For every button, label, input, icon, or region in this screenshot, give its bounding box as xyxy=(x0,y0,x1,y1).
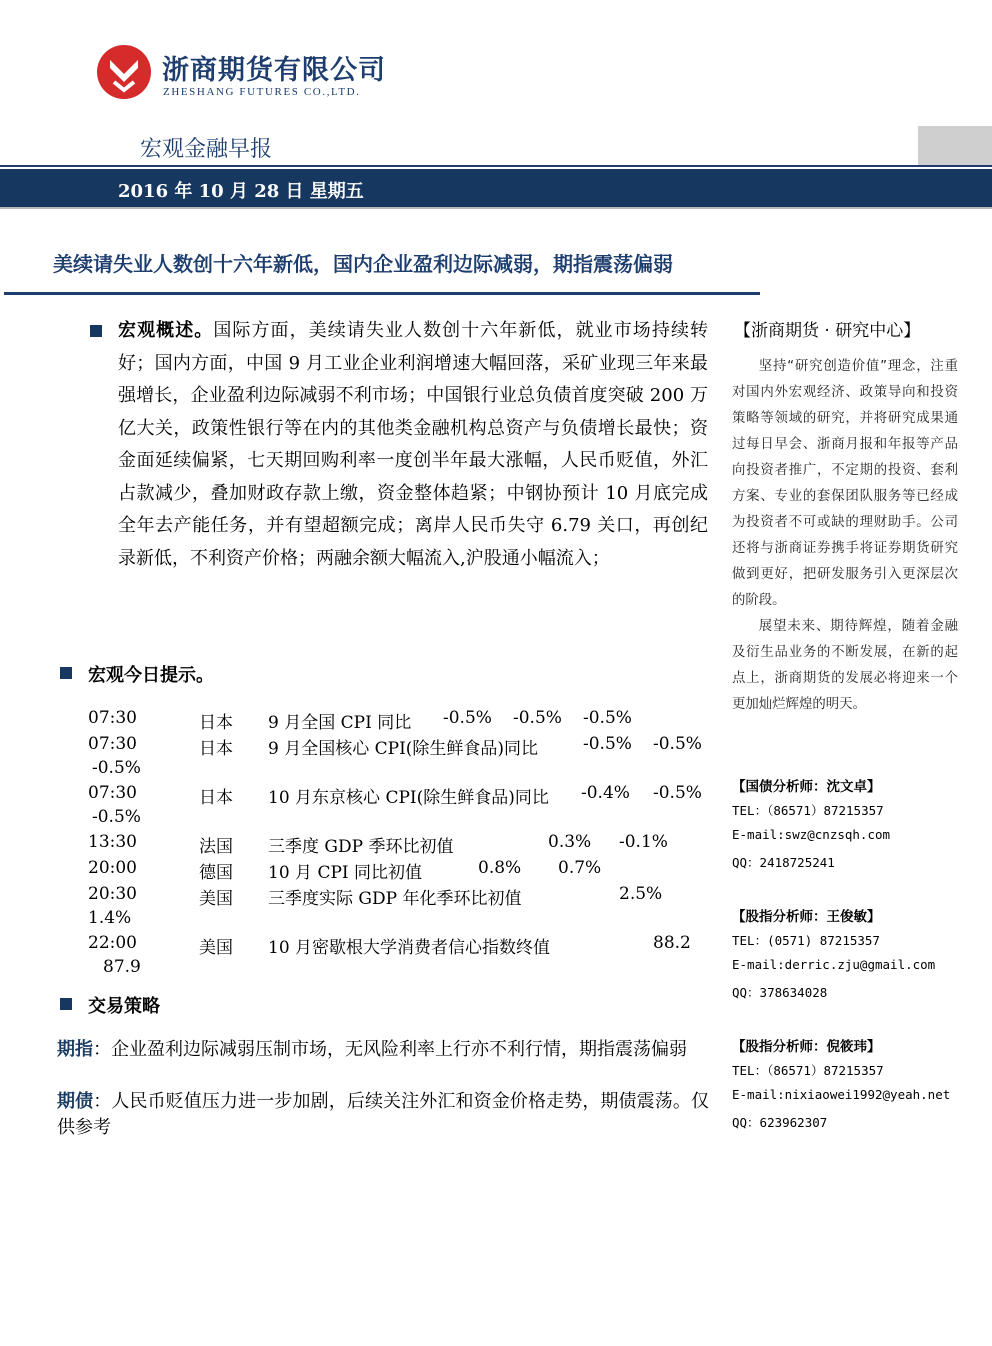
sidebar-outlook: 展望未来、期待辉煌，随着金融及衍生品业务的不断发展，在新的起点上，浙商期货的发展必将迎来一个更加灿烂辉煌的明天。 xyxy=(732,619,958,712)
event-forecast: 87.9 xyxy=(103,957,141,977)
strategy-index-futures xyxy=(57,1037,709,1063)
company-name-cn: 浙商期货有限公司 xyxy=(162,55,386,86)
event-time: 13:30 xyxy=(88,832,137,852)
event-country: 日本 xyxy=(199,788,233,808)
event-name: 10 月 CPI 同比初值 xyxy=(268,863,423,883)
event-time: 07:30 xyxy=(88,734,137,754)
analyst-email[interactable]: E-mail:nixiaowei1992@yeah.net xyxy=(732,1087,951,1102)
event-time: 20:30 xyxy=(88,884,137,904)
report-name: 宏观金融早报 xyxy=(140,137,273,162)
analyst-qq: QQ：623962307 xyxy=(732,1115,828,1130)
event-time: 07:30 xyxy=(88,783,137,803)
overview-paragraph xyxy=(118,315,708,575)
event-prior: -0.4% xyxy=(581,783,630,803)
event-country: 日本 xyxy=(199,739,233,759)
event-forecast: -0.1% xyxy=(619,832,668,852)
bullet-icon xyxy=(60,998,72,1010)
event-country: 德国 xyxy=(199,863,233,883)
event-time: 07:30 xyxy=(88,708,137,728)
bullet-icon xyxy=(90,325,102,337)
event-prior: 2.5% xyxy=(619,884,663,904)
analyst-name: 【国债分析师：沈文卓】 xyxy=(732,779,881,795)
company-logo-icon xyxy=(96,44,152,100)
event-country: 美国 xyxy=(199,938,233,958)
event-name: 9 月全国 CPI 同比 xyxy=(268,713,412,733)
event-prior: -0.5% xyxy=(583,734,632,754)
headline: 美续请失业人数创十六年新低，国内企业盈利边际减弱，期指震荡偏弱 xyxy=(53,252,673,276)
event-prior: 88.2 xyxy=(653,933,691,953)
overview-text: 国际方面，美续请失业人数创十六年新低，就业市场持续转好；国内方面，中国 9 月工业企业利润增速大幅回落，采矿业现三年来最强增长，企业盈利边际减弱不利市场；中国银行业总负债首度突破 200 万亿大关，政策性银行等在内的其他类金融机构总资产与负债增长最快；资金面延续偏紧，七天期回购利率一度创半年最大涨幅，人民币贬值，外汇占款减少，叠加财政存款上缴，资金整体趋紧；中钢协预计 10 月底完成全年去产能任务，并有望超额完成；离岸人民币失守 6.79 关口，再创纪录新低，不利资产价格；两融余额大幅流入,沪股通小幅流入； xyxy=(118,320,709,569)
event-forecast: 0.7% xyxy=(558,858,602,878)
today-section-title: 宏观今日提示。 xyxy=(88,665,214,686)
event-name: 三季度实际 GDP 年化季环比初值 xyxy=(268,889,522,909)
event-time: 20:00 xyxy=(88,858,137,878)
event-country: 美国 xyxy=(199,889,233,909)
header-accent-block xyxy=(918,126,992,166)
analyst-qq: QQ：378634028 xyxy=(732,985,828,1000)
analyst-tel: TEL：（86571）87215357 xyxy=(732,1063,884,1078)
strategy-text: ：企业盈利边际减弱压制市场，无风险利率上行亦不利行情，期指震荡偏弱 xyxy=(93,1039,687,1060)
overview-label: 宏观概述。 xyxy=(118,320,214,341)
analyst-tel: TEL：(0571) 87215357 xyxy=(732,933,880,948)
event-name: 10 月密歇根大学消费者信心指数终值 xyxy=(268,938,551,958)
event-actual: -0.5% xyxy=(583,708,632,728)
report-date: 2016 年 10 月 28 日 星期五 xyxy=(118,181,364,202)
event-forecast: -0.5% xyxy=(513,708,562,728)
analyst-email[interactable]: E-mail:derric.zju@gmail.com xyxy=(732,957,936,972)
strategy-label: 期债 xyxy=(57,1091,94,1112)
strategy-label: 期指 xyxy=(57,1039,93,1060)
event-country: 日本 xyxy=(199,713,233,733)
header-divider xyxy=(0,165,992,167)
sidebar-title: 【浙商期货 · 研究中心】 xyxy=(734,321,921,341)
event-name: 三季度 GDP 季环比初值 xyxy=(268,837,454,857)
event-time: 22:00 xyxy=(88,933,137,953)
analyst-name: 【股指分析师：王俊敏】 xyxy=(732,909,881,925)
event-name: 10 月东京核心 CPI(除生鲜食品)同比 xyxy=(268,788,549,808)
analyst-tel: TEL：（86571）87215357 xyxy=(732,803,884,818)
event-forecast: -0.5% xyxy=(653,783,702,803)
event-forecast: 1.4% xyxy=(88,908,132,928)
company-name-en: ZHESHANG FUTURES CO.,LTD. xyxy=(163,86,361,98)
analyst-qq: QQ：2418725241 xyxy=(732,855,835,870)
strategy-text: ：人民币贬值压力进一步加剧，后续关注外汇和资金价格走势，期债震荡。仅供参考 xyxy=(57,1091,710,1138)
bullet-icon xyxy=(60,667,72,679)
event-actual: -0.5% xyxy=(92,758,141,778)
analyst-name: 【股指分析师：倪筱玮】 xyxy=(732,1039,881,1055)
analyst-email[interactable]: E-mail:swz@cnzsqh.com xyxy=(732,827,891,842)
sidebar-intro: 坚持“研究创造价值”理念，注重对国内外宏观经济、政策导向和投资策略等领域的研究，并将研究成果通过每日早会、浙商月报和年报等产品向投资者推广，不定期的投资、套利方案、专业的套保团队服务等已经成为投资者不可或缺的理财助手。公司还将与浙商证券携手将证券期货研究做到更好，把研发服务引入更深层次的阶段。 xyxy=(732,359,958,608)
event-name: 9 月全国核心 CPI(除生鲜食品)同比 xyxy=(268,739,539,759)
event-prior: 0.8% xyxy=(478,858,522,878)
event-actual: -0.5% xyxy=(92,807,141,827)
event-prior: 0.3% xyxy=(548,832,592,852)
event-prior: -0.5% xyxy=(443,708,492,728)
strategy-section-title: 交易策略 xyxy=(88,996,160,1017)
strategy-bond-futures xyxy=(57,1089,709,1141)
event-country: 法国 xyxy=(199,837,233,857)
headline-rule xyxy=(4,292,760,295)
event-forecast: -0.5% xyxy=(653,734,702,754)
